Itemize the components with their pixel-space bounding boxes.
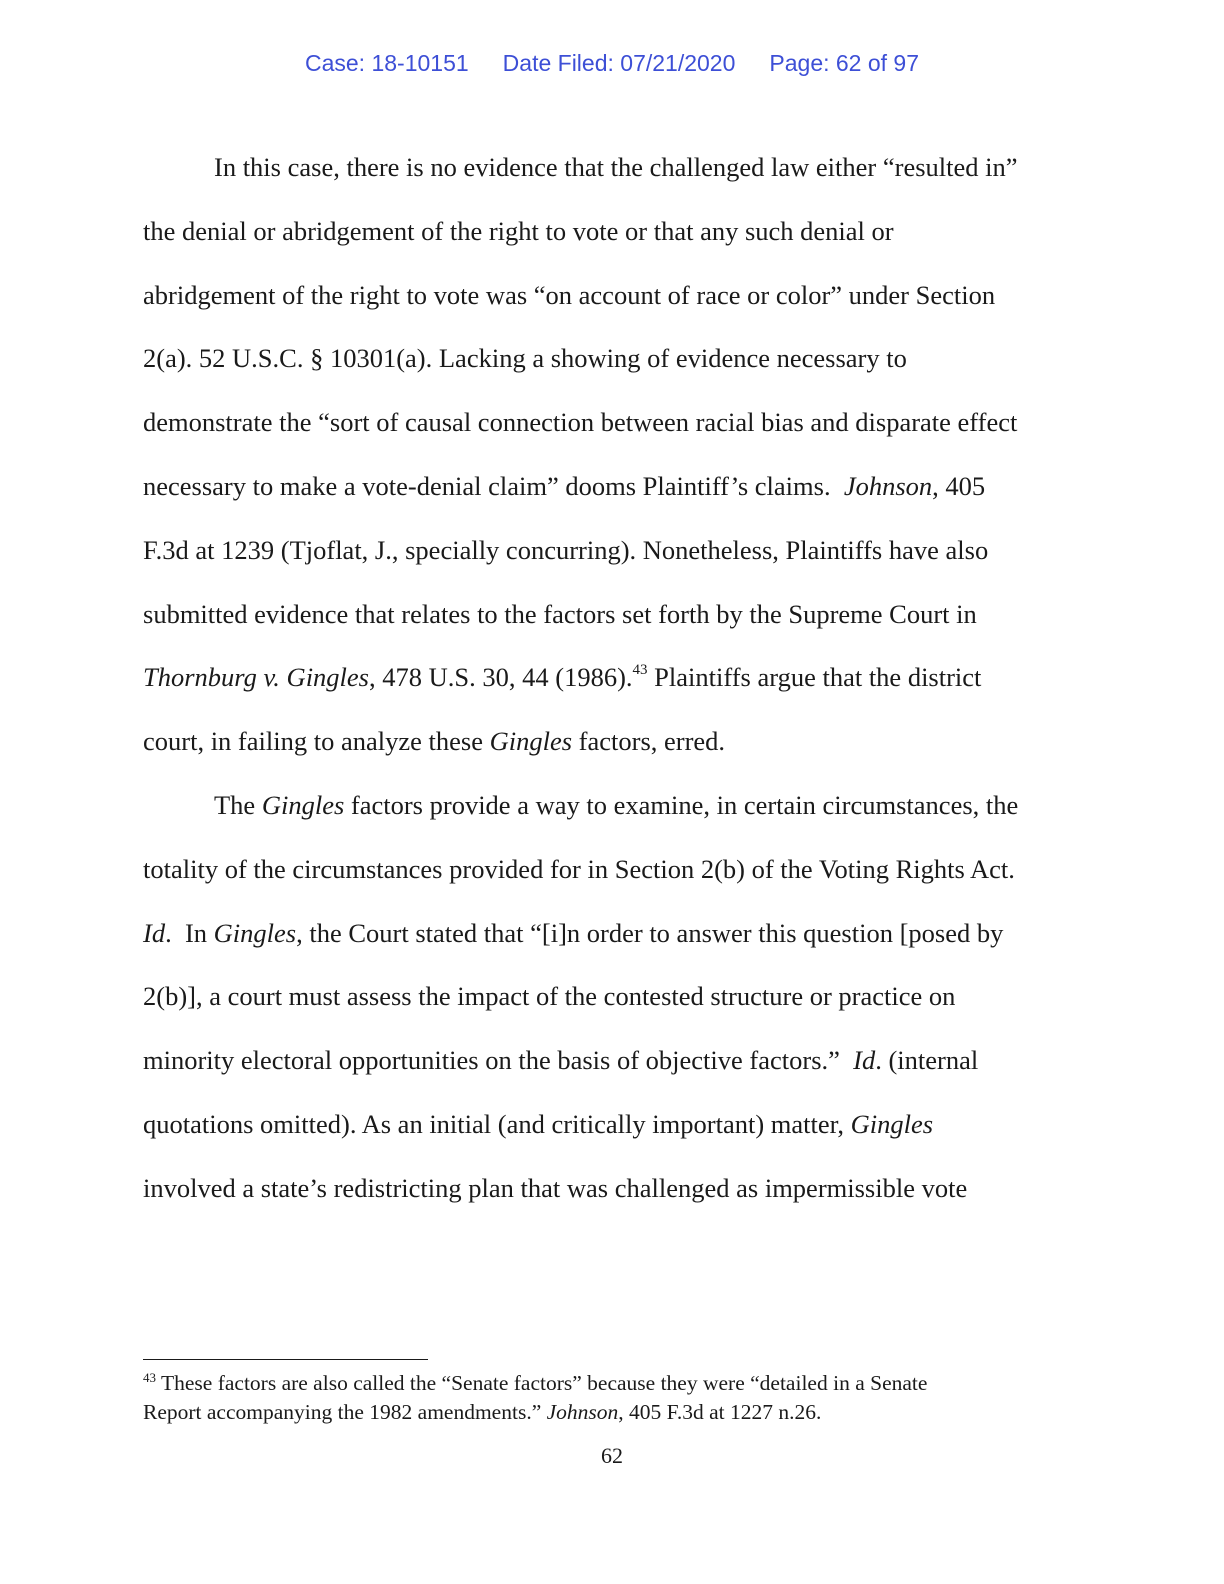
case-citation-italic: Thornburg v. Gingles: [143, 662, 369, 693]
id-citation-italic: Id: [853, 1045, 876, 1076]
body-line: Id. In Gingles, the Court stated that “[i]n order to answer this question [posed by: [143, 917, 1004, 948]
body-line: In this case, there is no evidence that the challenged law either “resulted in”: [214, 152, 1018, 182]
body-line: involved a state’s redistricting plan that was challenged as impermissible vote: [143, 1172, 968, 1203]
opinion-body: [143, 136, 1073, 1221]
body-line: F.3d at 1239 (Tjoflat, J., specially concurring). Nonetheless, Plaintiffs have also: [143, 534, 989, 565]
case-header: [0, 50, 1224, 77]
body-line: submitted evidence that relates to the factors set forth by the Supreme Court in: [143, 598, 977, 629]
case-citation-italic: Johnson: [546, 1400, 619, 1424]
case-name-italic: Gingles: [850, 1108, 934, 1139]
case-name-italic: Gingles: [489, 726, 573, 757]
body-line: court, in failing to analyze these Gingles factors, erred.: [143, 726, 726, 757]
footnote-line: Report accompanying the 1982 amendments.” Johnson, 405 F.3d at 1227 n.26.: [143, 1400, 822, 1424]
body-line: Thornburg v. Gingles, 478 U.S. 30, 44 (1986).$^{43}$ Plaintiffs argue that the district: [143, 662, 982, 693]
footnote-line: $^{43}$ These factors are also called the “Senate factors” because they were “detailed in a Senate: [143, 1370, 928, 1395]
case-name-italic: Gingles: [261, 789, 345, 820]
footnote-reference[interactable]: 43: [632, 662, 648, 679]
case-citation-italic: Johnson: [843, 470, 933, 501]
body-line: the denial or abridgement of the right to vote or that any such denial or: [143, 215, 894, 246]
body-line: demonstrate the “sort of causal connection between racial bias and disparate effect: [143, 407, 1018, 438]
footnote-43: [143, 1369, 1093, 1427]
body-line: The Gingles factors provide a way to examine, in certain circumstances, the: [214, 789, 1019, 820]
body-line: abridgement of the right to vote was “on account of race or color” under Section: [143, 279, 996, 310]
case-number: Case: 18-10151: [304, 50, 469, 76]
body-line: necessary to make a vote-denial claim” dooms Plaintiff’s claims. Johnson, 405: [143, 470, 986, 501]
body-line: quotations omitted). As an initial (and critically important) matter, Gingles: [143, 1108, 934, 1139]
page-indicator: Page: 62 of 97: [769, 50, 920, 76]
date-filed: Date Filed: 07/21/2020: [502, 50, 736, 76]
body-line: minority electoral opportunities on the basis of objective factors.” Id. (internal: [143, 1045, 979, 1076]
footnote-divider: [143, 1359, 428, 1360]
footnote-number: 43: [143, 1370, 156, 1385]
body-line: totality of the circumstances provided for in Section 2(b) of the Voting Rights Act.: [143, 853, 1015, 884]
page-number: 62: [601, 1443, 623, 1468]
body-line: 2(b)], a court must assess the impact of the contested structure or practice on: [143, 981, 956, 1012]
body-line: 2(a). 52 U.S.C. § 10301(a). Lacking a showing of evidence necessary to: [143, 343, 907, 374]
case-name-italic: Gingles: [213, 917, 297, 948]
id-citation-italic: Id: [143, 917, 166, 948]
